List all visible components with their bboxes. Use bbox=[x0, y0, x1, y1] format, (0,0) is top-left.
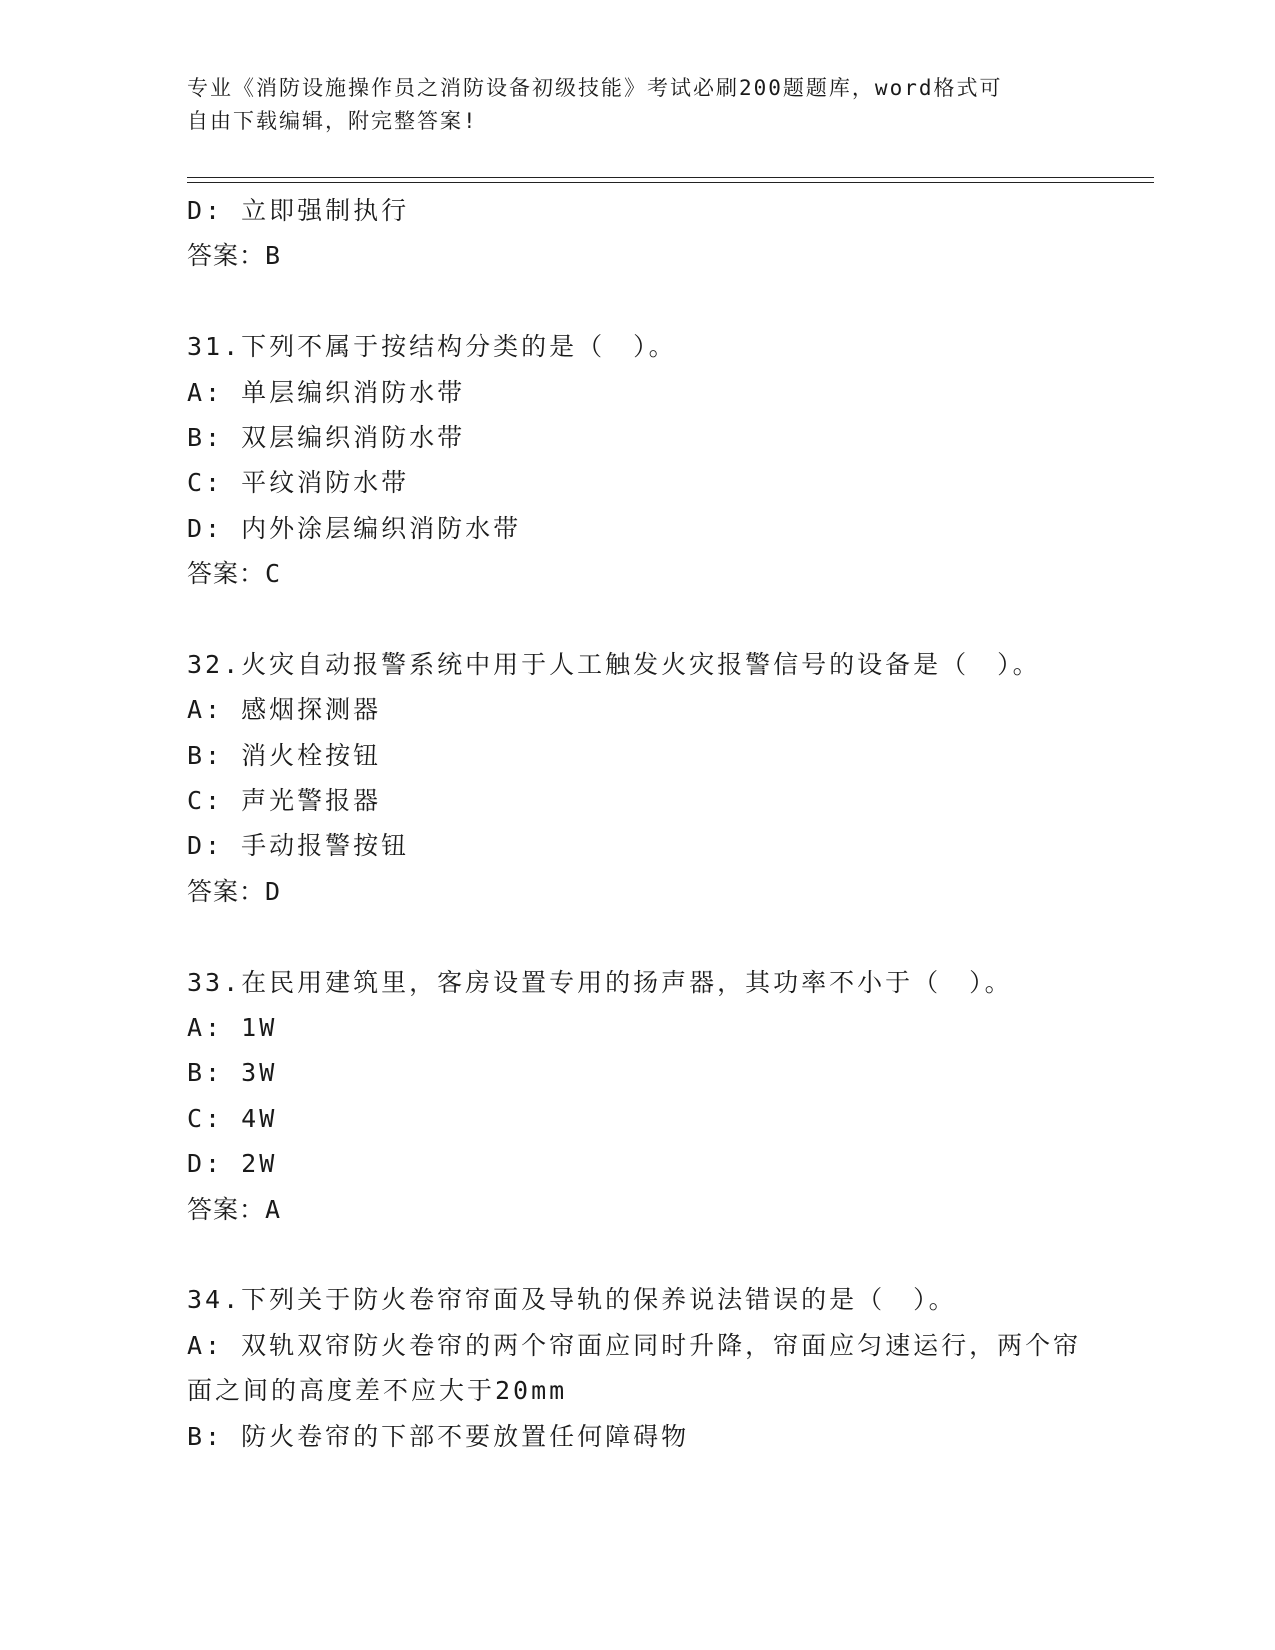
prev-answer: 答案：B bbox=[187, 241, 282, 271]
question-34 bbox=[187, 1277, 1087, 1459]
document-header bbox=[187, 72, 1087, 138]
option-c: C: 平纹消防水带 bbox=[187, 468, 410, 498]
header-divider-bottom bbox=[187, 182, 1154, 183]
header-line-2: 自由下载编辑，附完整答案! bbox=[187, 109, 478, 133]
question-stem: 34.下列关于防火卷帘帘面及导轨的保养说法错误的是（ ）。 bbox=[187, 1285, 957, 1315]
option-b: B: 消火栓按钮 bbox=[187, 740, 382, 770]
option-c: C: 4W bbox=[187, 1103, 278, 1133]
spacer bbox=[187, 279, 1087, 324]
spacer bbox=[187, 914, 1087, 959]
question-stem: 32.火灾自动报警系统中用于人工触发火灾报警信号的设备是（ ）。 bbox=[187, 649, 1041, 679]
header-line-1: 专业《消防设施操作员之消防设备初级技能》考试必刷200题题库，word格式可 bbox=[187, 76, 1003, 100]
option-c: C: 声光警报器 bbox=[187, 786, 382, 816]
question-stem: 33.在民用建筑里，客房设置专用的扬声器，其功率不小于（ ）。 bbox=[187, 967, 1013, 997]
option-d: D: 内外涂层编织消防水带 bbox=[187, 513, 522, 543]
option-b: B: 双层编织消防水带 bbox=[187, 422, 466, 452]
option-b: B: 防火卷帘的下部不要放置任何障碍物 bbox=[187, 1421, 690, 1451]
header-divider-top bbox=[187, 177, 1154, 178]
question-33 bbox=[187, 960, 1087, 1232]
option-a: A: 感烟探测器 bbox=[187, 695, 382, 725]
question-31 bbox=[187, 324, 1087, 596]
spacer bbox=[187, 597, 1087, 642]
spacer bbox=[187, 1232, 1087, 1277]
option-a: A: 1W bbox=[187, 1013, 278, 1043]
option-a: A: 单层编织消防水带 bbox=[187, 377, 466, 407]
question-32 bbox=[187, 642, 1087, 914]
option-d: D: 2W bbox=[187, 1149, 278, 1179]
answer: 答案：D bbox=[187, 876, 282, 906]
option-a: A: 双轨双帘防火卷帘的两个帘面应同时升降，帘面应匀速运行，两个帘面之间的高度差不应大于20mm bbox=[187, 1330, 1082, 1406]
answer: 答案：A bbox=[187, 1194, 282, 1224]
option-b: B: 3W bbox=[187, 1058, 278, 1088]
option-d: D: 手动报警按钮 bbox=[187, 831, 410, 861]
question-stem: 31.下列不属于按结构分类的是（ ）。 bbox=[187, 332, 677, 362]
question-list bbox=[187, 188, 1087, 1459]
prev-option-d: D: 立即强制执行 bbox=[187, 196, 410, 225]
answer: 答案：C bbox=[187, 559, 282, 589]
